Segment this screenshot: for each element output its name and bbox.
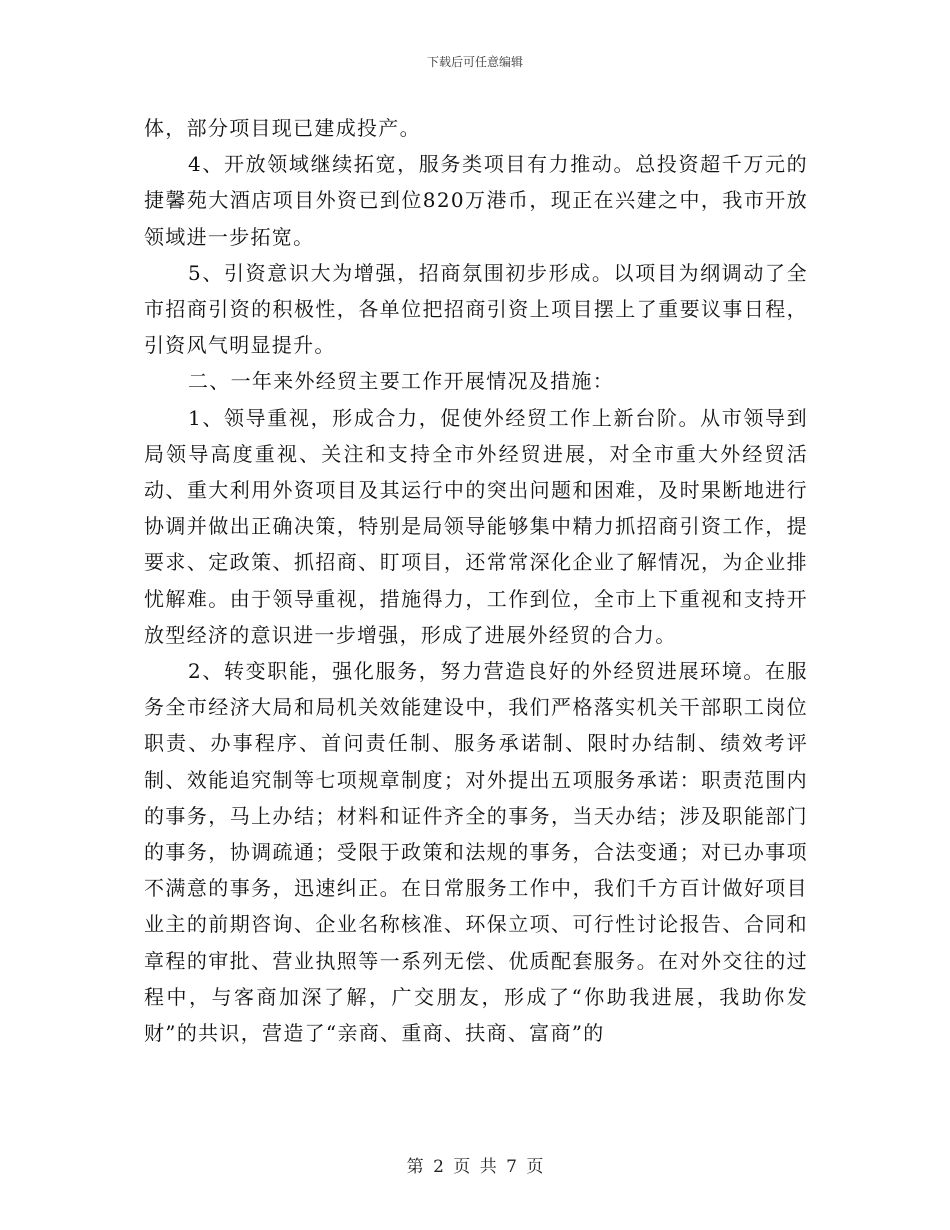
paragraph-measure-2: 2、转变职能，强化服务，努力营造良好的外经贸进展环境。在服务全市经济大局和局机关效能建设中，我们严格落实机关干部职工岗位职责、办事程序、首问责任制、服务承诺制、限时办结制、绩效考评制、效能追究制等七项规章制度；对外提出五项服务承诺：职责范围内的事务，马上办结；材料和证件齐全的事务，当天办结；涉及职能部门的事务，协调疏通；受限于政策和法规的事务，合法变通；对已办事项不满意的事务，迅速纠正。在日常服务工作中，我们千方百计做好项目业主的前期咨询、企业名称核准、环保立项、可行性讨论报告、合同和章程的审批、营业执照等一系列无偿、优质配套服务。在对外交往的过程中，与客商加深了解，广交朋友，形成了“你助我进展，我助你发财”的共识，营造了“亲商、重商、扶商、富商”的: [144, 659, 808, 1046]
section-heading-2: 二、一年来外经贸主要工作开展情况及措施：: [188, 369, 614, 394]
paragraph-continuation: 体，部分项目现已建成投产。: [144, 116, 421, 140]
page-number-footer: 第 2 页 共 7 页: [406, 1157, 544, 1177]
paragraph-measure-1: 1、领导重视，形成合力，促使外经贸工作上新台阶。从市领导到局领导高度重视、关注和支持全市外经贸进展，对全市重大外经贸活动、重大利用外资项目及其运行中的突出问题和困难，及时果断地进行协调并做出正确决策，特别是局领导能够集中精力抓招商引资工作，提要求、定政策、抓招商、盯项目，还常常深化企业了解情况，为企业排忧解难。由于领导重视，措施得力，工作到位，全市上下重视和支持开放型经济的意识进一步增强，形成了进展外经贸的合力。: [144, 405, 808, 647]
document-body: [144, 110, 808, 1051]
page-header-note: 下载后可任意编辑: [426, 55, 523, 69]
paragraph-item-5: 5、引资意识大为增强，招商氛围初步形成。以项目为纲调动了全市招商引资的积极性，各单位把招商引资上项目摆上了重要议事日程，引资风气明显提升。: [144, 260, 808, 358]
paragraph-item-4: 4、开放领域继续拓宽，服务类项目有力推动。总投资超千万元的捷馨苑大酒店项目外资已到位820万港币，现正在兴建之中，我市开放领域进一步拓宽。: [144, 152, 808, 249]
